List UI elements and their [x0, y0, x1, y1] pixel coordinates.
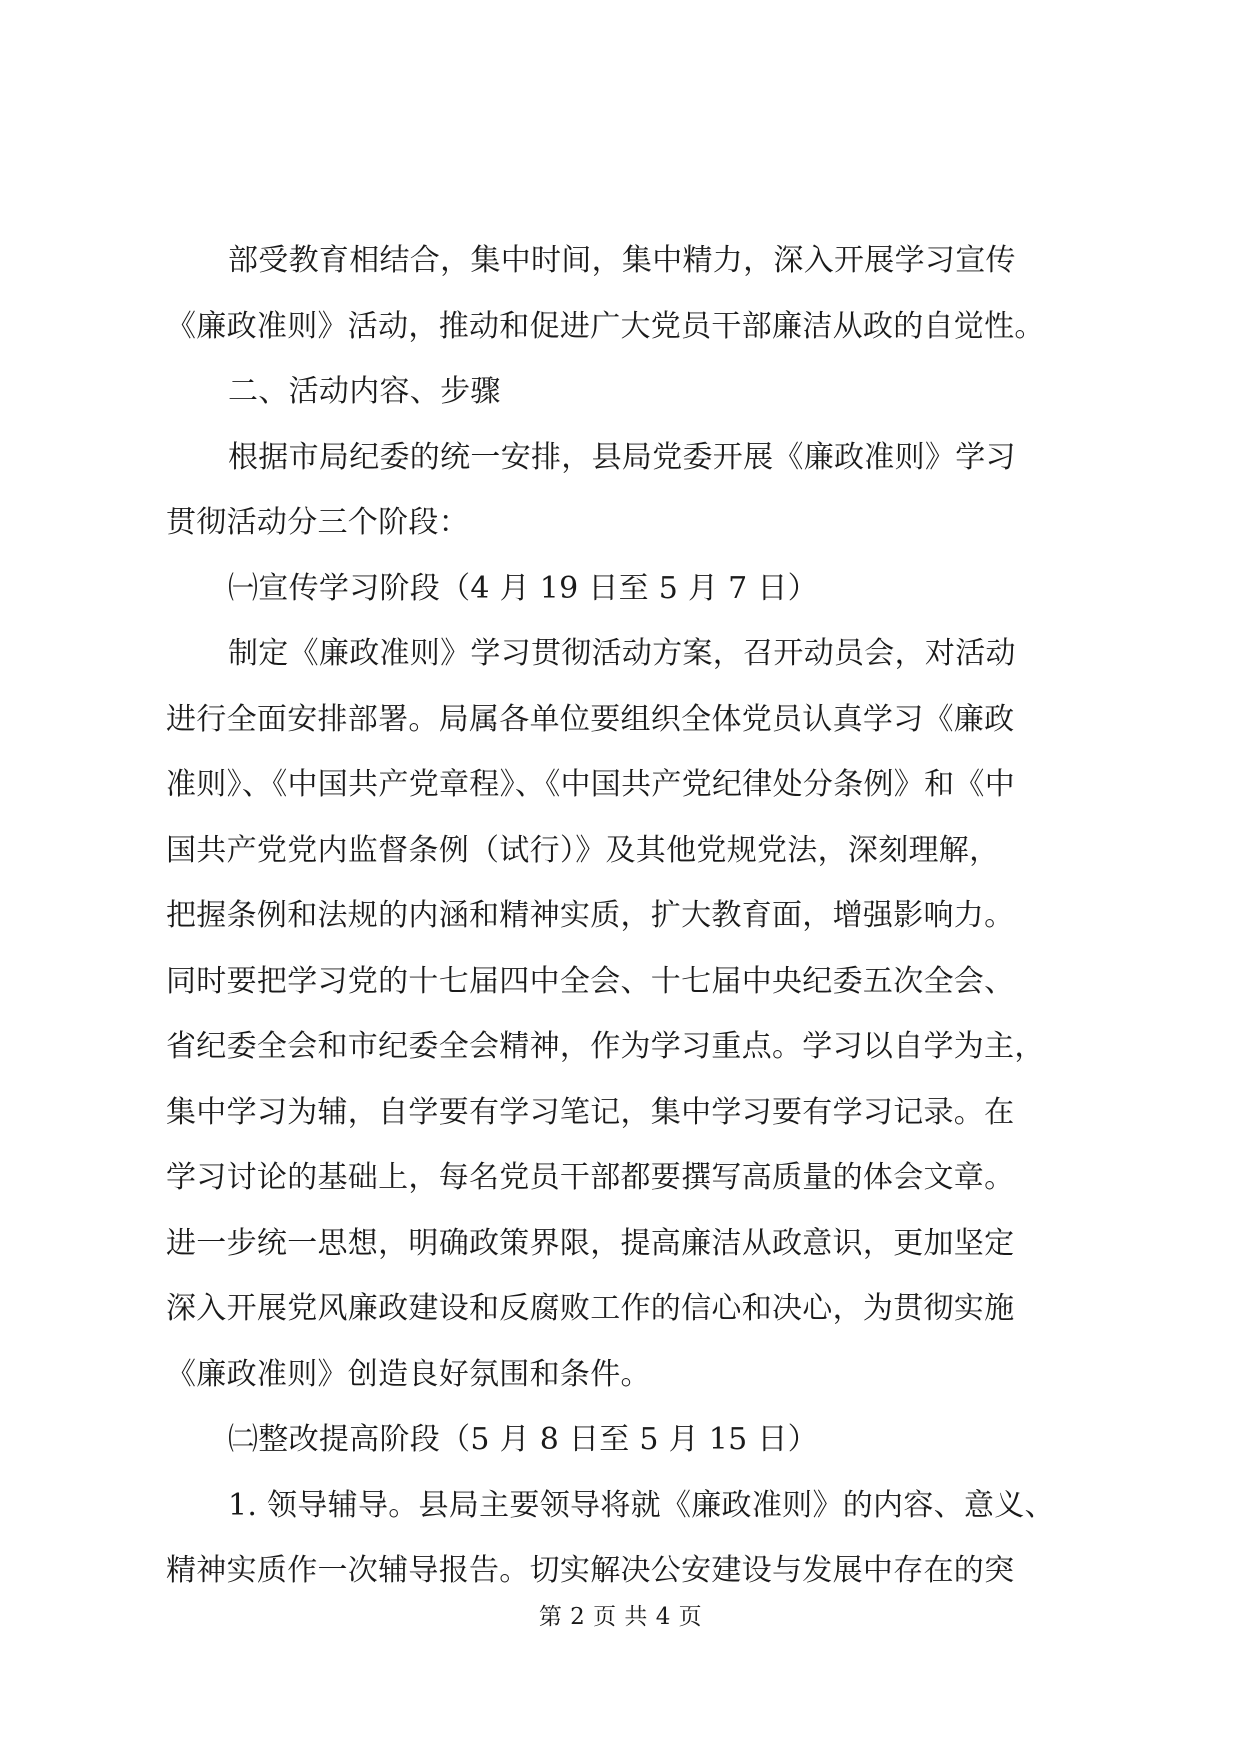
- text-line: 1. 领导辅导。县局主要领导将就《廉政准则》的内容、意义、: [228, 1487, 1055, 1523]
- page-number-footer: 第 2 页 共 4 页: [538, 1604, 703, 1630]
- text-line: 贯彻活动分三个阶段：: [166, 505, 469, 540]
- text-line: 《廉政准则》活动，推动和促进广大党员干部廉洁从政的自觉性。: [166, 308, 1045, 344]
- text-line: 学习讨论的基础上，每名党员干部都要撰写高质量的体会文章。: [166, 1160, 1015, 1195]
- subsection-heading: ㈠宣传学习阶段（4 月 19 日至 5 月 7 日）: [228, 570, 818, 606]
- text-line: 进一步统一思想，明确政策界限，提高廉洁从政意识，更加坚定: [166, 1225, 1015, 1261]
- text-line: 精神实质作一次辅导报告。切实解决公安建设与发展中存在的突: [166, 1553, 1015, 1588]
- text-line: 部受教育相结合，集中时间，集中精力，深入开展学习宣传: [228, 243, 1016, 278]
- text-line: 准则》、《中国共产党章程》、《中国共产党纪律处分条例》和《中: [166, 767, 1015, 802]
- text-line: 根据市局纪委的统一安排，县局党委开展《廉政准则》学习: [228, 439, 1016, 475]
- text-line: 省纪委全会和市纪委全会精神，作为学习重点。学习以自学为主，: [166, 1029, 1045, 1064]
- document-body: [166, 228, 1086, 1604]
- text-line: 同时要把学习党的十七届四中全会、十七届中央纪委五次全会、: [166, 963, 1015, 999]
- subsection-heading: ㈡整改提高阶段（5 月 8 日至 5 月 15 日）: [228, 1422, 818, 1457]
- text-line: 集中学习为辅，自学要有学习笔记，集中学习要有学习记录。在: [166, 1094, 1015, 1130]
- text-line: 国共产党党内监督条例（试行）》及其他党规党法，深刻理解，: [166, 832, 1000, 868]
- text-line: 进行全面安排部署。局属各单位要组织全体党员认真学习《廉政: [166, 701, 1015, 737]
- text-line: 深入开展党风廉政建设和反腐败工作的信心和决心，为贯彻实施: [166, 1291, 1015, 1326]
- section-heading: 二、活动内容、步骤: [228, 374, 501, 409]
- text-line: 制定《廉政准则》学习贯彻活动方案，召开动员会，对活动: [228, 636, 1016, 671]
- text-line: 把握条例和法规的内涵和精神实质，扩大教育面，增强影响力。: [166, 898, 1015, 933]
- text-line: 《廉政准则》创造良好氛围和条件。: [166, 1356, 651, 1392]
